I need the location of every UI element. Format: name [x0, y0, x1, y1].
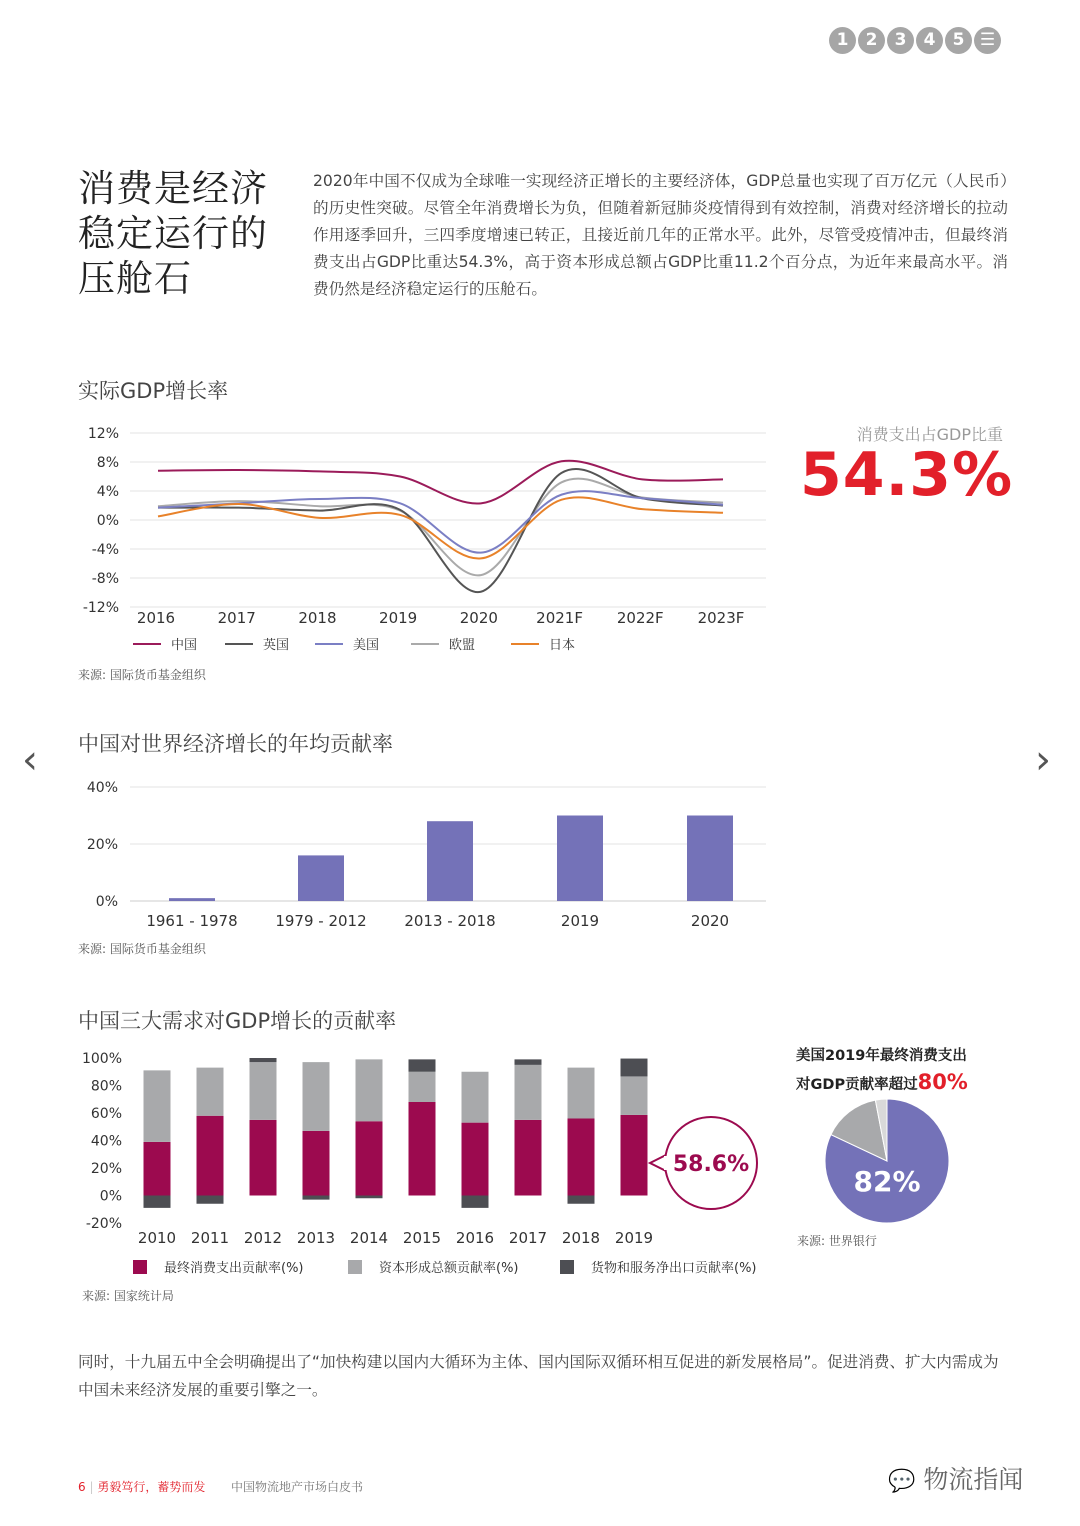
demand-x-tick: 2012 [243, 1229, 283, 1247]
demand-bar-segment [303, 1062, 330, 1131]
demand-bar-segment [144, 1196, 171, 1208]
consumption-share-label: 消费支出占GDP比重 [856, 425, 1003, 444]
gdp-y-tick: 0% [96, 513, 119, 529]
pie-slice-label: 82% [853, 1165, 921, 1198]
demand-contribution-title: 中国三大需求对GDP增长的贡献率 [78, 1009, 397, 1033]
gdp-x-tick: 2017 [217, 609, 256, 627]
demand-bar-segment [462, 1123, 489, 1196]
demand-bar-segment [568, 1068, 595, 1119]
demand-contribution-chart [78, 1045, 778, 1285]
world-contribution-chart [78, 775, 778, 940]
callout-value: 58.6% [672, 1152, 750, 1177]
us-note-line-1: 美国2019年最终消费支出 [796, 1048, 967, 1064]
page-headline [78, 166, 288, 301]
demand-legend-label: 货物和服务净出口贡献率(%) [591, 1261, 757, 1276]
world-x-tick: 2019 [560, 912, 600, 930]
world-y-tick: 0% [95, 894, 118, 910]
gdp-growth-title: 实际GDP增长率 [78, 379, 229, 403]
headline-line-1: 消费是经济 [78, 167, 268, 210]
demand-bar-segment [356, 1196, 383, 1199]
demand-bar-segment [409, 1102, 436, 1196]
menu-icon[interactable]: ☰ [974, 27, 1001, 54]
demand-y-tick: 80% [90, 1078, 122, 1095]
demand-x-tick: 2011 [190, 1229, 230, 1247]
demand-legend-swatch [348, 1260, 362, 1274]
gdp-legend-label: 中国 [171, 638, 198, 653]
demand-contribution-source: 来源: 国家统计局 [82, 1289, 174, 1303]
demand-y-tick: 40% [90, 1133, 122, 1150]
world-contribution-title: 中国对世界经济增长的年均贡献率 [78, 732, 393, 756]
gdp-y-tick: -12% [82, 600, 119, 616]
demand-bar-segment [303, 1131, 330, 1196]
demand-bar-segment [409, 1059, 436, 1071]
demand-bar-segment [515, 1120, 542, 1196]
world-bar [169, 898, 215, 901]
headline-line-2: 稳定运行的 [78, 212, 268, 255]
gdp-legend-label: 英国 [263, 638, 290, 653]
demand-bar-segment [303, 1196, 330, 1200]
world-bar [298, 855, 344, 901]
demand-x-tick: 2017 [508, 1229, 548, 1247]
world-bar [687, 816, 733, 902]
us-note-value: 80% [917, 1070, 968, 1094]
closing-paragraph: 同时，十九届五中全会明确提出了“加快构建以国内大循环为主体、国内国际双循环相互促进的新发展格局”。促进消费、扩大内需成为中国未来经济发展的重要引擎之一。 [78, 1353, 999, 1399]
demand-bar-segment [197, 1196, 224, 1204]
demand-legend-swatch [133, 1260, 147, 1274]
gdp-x-tick: 2022F [616, 609, 664, 627]
footer-doc-title: 中国物流地产市场白皮书 [231, 1480, 364, 1494]
prev-page-icon[interactable]: ‹ [22, 737, 38, 783]
chapter-5-button[interactable]: 5 [945, 27, 972, 54]
demand-bar-segment [515, 1065, 542, 1120]
demand-bar-segment [621, 1115, 648, 1196]
demand-bar-segment [250, 1120, 277, 1196]
demand-x-tick: 2013 [296, 1229, 336, 1247]
gdp-x-tick: 2020 [459, 609, 498, 627]
demand-x-tick: 2016 [455, 1229, 495, 1247]
world-bar [427, 821, 473, 901]
world-x-tick: 1961 - 1978 [146, 912, 238, 930]
gdp-x-tick: 2016 [136, 609, 176, 627]
us-note-source: 来源: 世界银行 [797, 1234, 877, 1248]
demand-y-tick: 0% [99, 1188, 122, 1205]
demand-legend-label: 最终消费支出贡献率(%) [164, 1261, 304, 1276]
chapter-1-button[interactable]: 1 [829, 27, 856, 54]
world-y-tick: 20% [86, 837, 118, 853]
wechat-icon: 💬 [888, 1469, 916, 1494]
demand-bar-segment [621, 1059, 648, 1077]
demand-bar-segment [356, 1121, 383, 1195]
demand-bar-segment [462, 1196, 489, 1208]
intro-paragraph: 2020年中国不仅成为全球唯一实现经济正增长的主要经济体，GDP总量也实现了百万亿元（人民币）的历史性突破。尽管全年消费增长为负，但随着新冠肺炎疫情得到有效控制，消费对经济增长的拉动作用逐季回升，三四季度增速已转正，且接近前几年的正常水平。此外，尽管受疫情冲击，但最终消费支出占GDP比重达54.3%，高于资本形成总额占GDP比重11.2个百分点，为近年来最高水平。消费仍然是经济稳定运行的压舱石。 [313, 172, 1008, 298]
demand-bar-segment [197, 1068, 224, 1116]
watermark [888, 1460, 1023, 1496]
footer-slogan: 勇毅笃行，蓄势而发 [97, 1480, 206, 1494]
demand-bar-segment [144, 1070, 171, 1142]
demand-bar-segment [621, 1076, 648, 1115]
gdp-y-tick: 8% [96, 455, 119, 471]
callout-pointer [650, 1155, 666, 1171]
gdp-x-tick: 2023F [697, 609, 745, 627]
gdp-y-tick: 12% [87, 426, 119, 442]
gdp-y-tick: -4% [91, 542, 119, 558]
next-page-icon[interactable]: › [1035, 737, 1051, 783]
footer-page-number: 6 [78, 1480, 86, 1494]
demand-legend-label: 资本形成总额贡献率(%) [379, 1261, 519, 1276]
chapter-3-button[interactable]: 3 [887, 27, 914, 54]
demand-legend-swatch [560, 1260, 574, 1274]
watermark-text: 物流指闻 [923, 1465, 1024, 1494]
world-y-tick: 40% [86, 780, 118, 796]
demand-y-tick: 20% [90, 1161, 122, 1177]
world-x-tick: 2020 [690, 912, 730, 930]
demand-bar-segment [250, 1062, 277, 1120]
gdp-legend-label: 美国 [353, 638, 380, 653]
gdp-legend-label: 日本 [549, 638, 576, 653]
gdp-growth-chart [78, 415, 778, 660]
demand-bar-segment [515, 1059, 542, 1065]
demand-y-tick: 100% [81, 1051, 122, 1067]
gdp-legend-label: 欧盟 [449, 638, 476, 653]
demand-bar-segment [197, 1116, 224, 1196]
demand-bar-segment [568, 1196, 595, 1204]
chapter-2-button[interactable]: 2 [858, 27, 885, 54]
demand-x-tick: 2014 [349, 1229, 389, 1247]
demand-bar-segment [144, 1142, 171, 1196]
chapter-4-button[interactable]: 4 [916, 27, 943, 54]
gdp-y-tick: 4% [96, 484, 119, 500]
gdp-x-tick: 2021F [536, 609, 583, 627]
headline-line-3: 压舱石 [78, 257, 192, 300]
us-consumption-pie [815, 1090, 965, 1235]
chapter-nav [829, 27, 1001, 54]
footer: 6 | 勇毅笃行，蓄势而发 中国物流地产市场白皮书 [78, 1480, 364, 1494]
demand-bar-segment [409, 1072, 436, 1102]
consumption-share-value: 54.3% [800, 440, 1014, 510]
gdp-x-tick: 2018 [298, 609, 337, 627]
gdp-x-tick: 2019 [379, 609, 418, 627]
gdp-y-tick: -8% [91, 571, 119, 587]
demand-y-tick: 60% [90, 1106, 122, 1122]
demand-bar-segment [250, 1058, 277, 1062]
demand-bar-segment [356, 1059, 383, 1121]
demand-bar-segment [462, 1072, 489, 1123]
demand-x-tick: 2018 [561, 1229, 601, 1247]
world-x-tick: 2013 - 2018 [404, 912, 496, 930]
demand-y-tick: -20% [85, 1216, 122, 1232]
demand-x-tick: 2019 [614, 1229, 654, 1247]
demand-x-tick: 2010 [137, 1229, 177, 1247]
world-contribution-source: 来源: 国际货币基金组织 [78, 942, 206, 956]
demand-x-tick: 2015 [402, 1229, 442, 1247]
demand-bar-segment [568, 1119, 595, 1196]
us-note-line-2-text: 对GDP贡献率超过 [796, 1077, 918, 1093]
world-bar [557, 816, 603, 902]
gdp-growth-source: 来源: 国际货币基金组织 [78, 668, 206, 682]
world-x-tick: 1979 - 2012 [275, 912, 367, 930]
